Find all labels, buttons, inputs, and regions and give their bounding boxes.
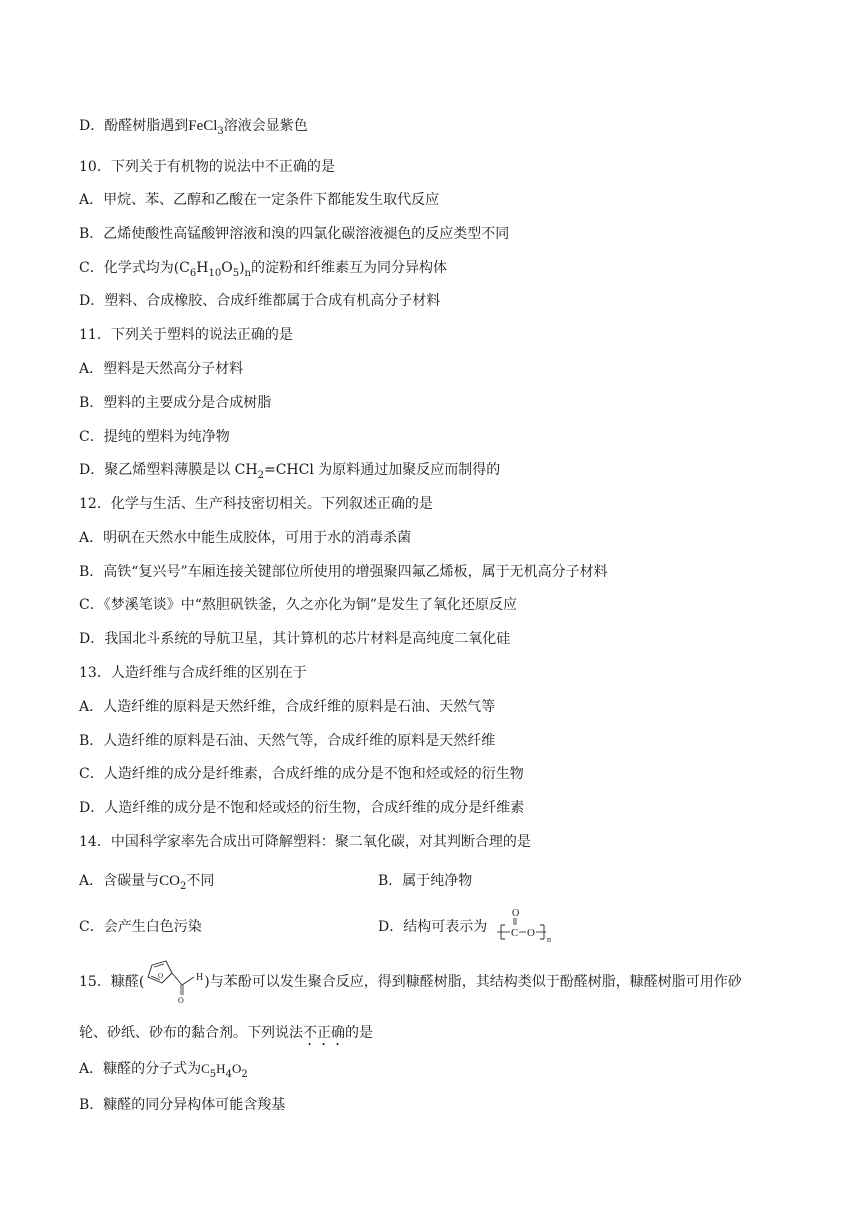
q12-option-d: D．我国北斗系统的导航卫星，其计算机的芯片材料是高纯度二氧化硅 — [79, 631, 511, 647]
q13-option-d: D．人造纤维的成分是不饱和烃或烃的衍生物，合成纤维的成分是纤维素 — [79, 800, 525, 816]
formula: CO — [159, 873, 180, 889]
q14-option-d — [378, 918, 487, 936]
text: =CHCl 为原料通过加聚反应而制得的 — [263, 462, 501, 478]
emphasis-text: 不正确 — [303, 1025, 345, 1041]
polymer-c-label: C — [511, 927, 519, 939]
q11-option-d — [79, 461, 500, 479]
q13-option-a: A．人造纤维的原料是天然纤维，合成纤维的原料是石油、天然气等 — [79, 699, 496, 715]
formula-sub: 2 — [241, 1068, 248, 1080]
q10-option-b: B．乙烯使酸性高锰酸钾溶液和溴的四氯化碳溶液褪色的反应类型不同 — [79, 226, 510, 242]
q11-option-c: C．提纯的塑料为纯净物 — [79, 429, 230, 445]
text: ) — [239, 260, 245, 276]
q11-option-a: A．塑料是天然高分子材料 — [79, 361, 244, 377]
q13-option-b: B．人造纤维的原料是石油、天然气等，合成纤维的原料是天然纤维 — [79, 733, 496, 749]
text: A．含碳量与 — [79, 873, 160, 889]
formula-sub: 2 — [257, 469, 264, 481]
q14-option-a — [79, 872, 214, 890]
q10-stem: 10．下列关于有机物的说法中不正确的是 — [79, 159, 335, 175]
text: 不同 — [186, 873, 215, 889]
formula-sub: n — [244, 267, 251, 279]
q14-option-b: B．属于纯净物 — [378, 873, 473, 889]
furfural-aldehyde-o: O — [178, 996, 184, 1005]
q14-stem: 14．中国科学家率先合成出可降解塑料：聚二氧化碳，对其判断合理的是 — [79, 834, 531, 850]
q12-option-c: C．《梦溪笔谈》中“熬胆矾铁釜，久之亦化为铜”是发生了氧化还原反应 — [79, 597, 518, 613]
formula-sub: 10 — [208, 267, 222, 279]
text: D．结构可表示为 — [378, 919, 488, 935]
furfural-ring-o: O — [158, 972, 164, 980]
q10-option-a: A．甲烷、苯、乙醇和乙酸在一定条件下都能发生取代反应 — [79, 192, 440, 208]
text: C．化学式均为(C — [79, 260, 190, 276]
formula: O — [231, 1061, 242, 1076]
q14-option-c: C．会产生白色污染 — [79, 919, 202, 935]
polymer-n-label: n — [547, 935, 551, 943]
formula: H — [216, 1061, 226, 1076]
formula-sub: 2 — [179, 880, 187, 892]
formula-sub: 5 — [232, 267, 240, 279]
q10-option-c — [79, 259, 447, 277]
formula: FeCl — [188, 118, 218, 134]
q15-option-b: B．糠醛的同分异构体可能含羧基 — [79, 1097, 286, 1113]
polymer-o2-label: O — [527, 927, 535, 939]
formula-sub: 3 — [217, 125, 224, 137]
text: A．糠醛的分子式为 — [79, 1061, 202, 1077]
q12-stem: 12．化学与生活、生产科技密切相关。下列叙述正确的是 — [79, 496, 433, 512]
q12-option-a: A．明矾在天然水中能生成胶体，可用于水的消毒杀菌 — [79, 530, 412, 546]
q9-option-d — [79, 117, 308, 135]
polymer-structure-icon — [494, 903, 556, 943]
text: D．酚醛树脂遇到 — [79, 118, 189, 134]
q13-option-c: C．人造纤维的成分是纤维素，合成纤维的成分是不饱和烃或烃的衍生物 — [79, 766, 524, 782]
text: 15．糠醛( — [79, 974, 145, 990]
q11-stem: 11．下列关于塑料的说法正确的是 — [79, 327, 293, 343]
formula: C — [201, 1061, 210, 1076]
q15-option-a — [79, 1060, 248, 1078]
q10-option-d: D．塑料、合成橡胶、合成纤维都属于合成有机高分子材料 — [79, 293, 441, 309]
formula-sub: 6 — [189, 267, 197, 279]
text: D．聚乙烯塑料薄膜是以 CH — [79, 462, 258, 478]
text: 溶液会显紫色 — [223, 118, 308, 134]
text: 的淀粉和纤维素互为同分异构体 — [251, 260, 447, 276]
furfural-structure-icon — [142, 955, 206, 1005]
text: )与苯酚可以发生聚合反应，得到糠醛树脂，其结构类似于酚醛树脂，糠醛树脂可用作砂 — [204, 974, 742, 990]
text: O — [221, 260, 233, 276]
text: 的是 — [345, 1025, 373, 1041]
text: 轮、砂纸、砂布的黏合剂。下列说法 — [79, 1025, 303, 1041]
polymer-o-label: O — [512, 908, 520, 919]
q12-option-b: B．高铁“复兴号”车厢连接关键部位所使用的增强聚四氟乙烯板，属于无机高分子材料 — [79, 564, 608, 580]
q11-option-b: B．塑料的主要成分是合成树脂 — [79, 395, 272, 411]
furfural-h: H — [196, 972, 204, 983]
text: H — [196, 260, 209, 276]
q13-stem: 13．人造纤维与合成纤维的区别在于 — [79, 665, 307, 681]
formula-sub: 5 — [209, 1068, 217, 1080]
formula-sub: 4 — [225, 1068, 232, 1080]
q15-stem-line2 — [79, 1024, 373, 1049]
